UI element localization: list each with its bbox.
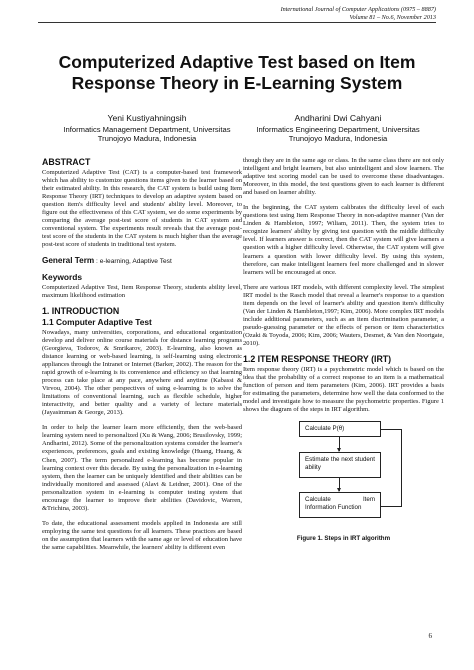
author-2-dept: Informatics Engineering Department, Universitas xyxy=(256,124,420,134)
loop-back-line xyxy=(381,429,402,507)
arrow-2 xyxy=(339,478,340,491)
intro-heading: 1. INTRODUCTION xyxy=(42,305,120,316)
step-item-information-function: Calculate Item Information Function xyxy=(299,492,381,518)
general-term-label: General Term xyxy=(42,255,95,265)
irt-steps-diagram xyxy=(243,421,444,531)
intro-paragraph-3: To date, the educational assessment models applied in Indonesia are still employing the same test questions for all learners. These practices are based on the assumption that learners with the same age or level of education have the same capabilities. Meanwhile, the learners' ability is different even xyxy=(42,519,242,551)
author-1 xyxy=(62,114,232,144)
author-2-name: Andharini Dwi Cahyani xyxy=(294,113,382,123)
author-1-dept: Informatics Management Department, Universitas xyxy=(63,124,231,134)
right-paragraph-3: There are various IRT models, with different complexity level. The simplest IRT model is the Rasch model that reveal a learner's response to a question item depends on the level of learner's ability and question item's difficulty (Van der Linden & Hambleton,1997; Kim, 2006). More complex IRT models include additional parameters, such as an item discrimination parameter, a pseudo-guessing parameter or the effects of person or item characteristics (Ozaki & Toyoda, 2006; Kim, 2006; Wauters, Desmet, & Van den Noortgate, 2010). xyxy=(243,283,444,347)
intro-paragraph-1: Nowadays, many universities, corporations, and educational organization develop and deliver online course materials for distance learning programs (Georgieva, Todorov, & Smrikarov, 2003). E-learning, also known as distance learning or web-based learning, is self-learning using electronic appliances through the Intranet or Internet (Barker, 2002). The reason for the rapid growth of e-learning is its convenience and efficiency so that learning process can take place at any pace, anywhere and anytime (Kabassi & Virvou, 2004). The other perspectives of using e-learning is to solve the limitations of conventional learning, such as flexible schedule, higher interactivity, and better quality and a variety of lecture materials (Jayasimman & George, 2013). xyxy=(42,328,242,417)
arrow-1 xyxy=(339,437,340,451)
abstract-heading: ABSTRACT xyxy=(42,157,91,167)
page-number: 6 xyxy=(428,632,432,640)
step-estimate-ability: Estimate the next student ability xyxy=(299,452,381,478)
keywords-text: Computerized Adaptive Test, Item Response Theory, students ability level, maximum likelihood estimation xyxy=(42,283,242,299)
figure-caption: Figure 1. Steps in IRT algorithm xyxy=(296,535,391,543)
right-paragraph-2: In the beginning, the CAT system calibrates the difficulty level of each questions test using Item Response Theory in non-adaptive manner (Van der Linden & Hambleton, 1997; Wiliam, 2011). Then, the system tries to recognize learners' ability by giving test question with the middle difficulty level. If learners answer is correct, then the CAT system will give learners a question with a higher difficulty level. Otherwise, the CAT system will give learners a question with lower difficulty level. By using this system, therefore, can make intelligent learners feel more challenged and in slower learners will be encouraged at once. xyxy=(243,204,444,276)
intro-paragraph-2: In order to help the learner learn more efficiently, then the web-based learning system need to personalized (Xu & Wang, 2006; Brusilovsky, 1999; Andharini, 2012). Some of the personalization systems consider the learner's experiences, preferences, goals and existing knowledge (Huang, Huang, & Chen, 2007). The term personalized e-learning has become popular in learning context over this decade. By using the personalization in e-learning system, then the learner can be uniquely identified and their abilities can be individually monitored and assessed (Alavi & Leidner, 2001). One of the personalization system in e-learning is computer testing system that encourage the learner to improve their abilities (Davidovic, Warren, &Trichina, 2003). xyxy=(42,424,242,512)
irt-paragraph: Item response theory (IRT) is a psychometric model which is based on the idea that the probability of a correct response to an item is a mathematical function of person and item parameters (Kim, 2006). IRT provides a basis for estimating the parameters, determine how well the data conformed to the model and investigate how to measure the psychometric properties. Figure 1 shows the diagram of the steps in IRT algorithm. xyxy=(243,366,444,414)
cat-subheading: 1.1 Computer Adaptive Test xyxy=(42,316,152,327)
general-term-value: : e-learning, Adaptive Test xyxy=(96,257,172,265)
author-1-inst: Trunojoyo Madura, Indonesia xyxy=(97,134,197,144)
header-rule xyxy=(38,22,436,23)
left-column xyxy=(42,157,242,559)
journal-volume: Volume 81 – No.6, November 2013 xyxy=(349,14,436,21)
journal-name: International Journal of Computer Applications (0975 – 8887) xyxy=(280,6,436,13)
right-column xyxy=(243,157,444,543)
author-1-name: Yeni Kustiyahningsih xyxy=(107,113,187,123)
author-2 xyxy=(248,114,428,144)
keywords-heading: Keywords xyxy=(42,271,83,282)
author-2-inst: Trunojoyo Madura, Indonesia xyxy=(288,134,388,144)
step-calculate-p-theta: Calculate P(θ) xyxy=(299,421,381,437)
irt-heading: 1.2 ITEM RESPONSE THEORY (IRT) xyxy=(243,354,392,365)
paper-title: Computerized Adaptive Test based on Item Response Theory in E-Learning System xyxy=(58,52,416,93)
right-paragraph-1: though they are in the same age or class. In the same class there are not only intelligent and bright learners, but also unintelligent and slow learners. The adaptive test scoring model can be used to overcome these disadvantages. Moreover, in this model, the test questions given to each learner is different and based on learner ability. xyxy=(243,157,444,197)
abstract-text: Computerized Adaptive Test (CAT) is a computer-based test framework which has ability to customize questions items given to the learner based on their estimated ability. In this research, the CAT system is build using Item Response Theory (IRT) techniques to develop an adaptive system based on question item's difficulty level and students' ability level. Moreover, to figure out the effectiveness of this CAT system, we do some experiments by comparing the average post-test score of students in CAT system and conventional system. The experiments result reveals that the average post-test score of the students in the CAT system is much higher than the average post-test score of students in traditional test system. xyxy=(42,169,242,249)
journal-header xyxy=(281,6,436,22)
general-term xyxy=(42,257,242,266)
